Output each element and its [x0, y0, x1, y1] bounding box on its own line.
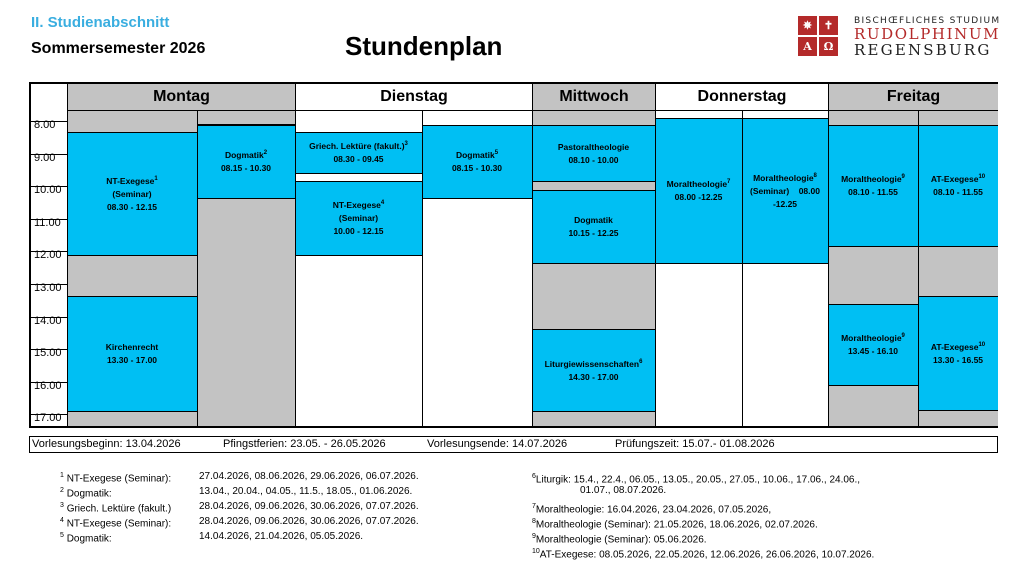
course-pastoraltheologie-mittwoch[interactable]	[532, 125, 655, 182]
column-line	[532, 84, 533, 426]
course-name: Moraltheologie	[841, 174, 902, 184]
course-name: Dogmatik	[455, 150, 495, 160]
course-name: Dogmatik	[224, 150, 264, 160]
footnote-6: $^6$Liturgik: 15.4., 22.4., 06.05., 13.05., 20.05., 27.05., 10.06., 17.06., 24.06.,	[532, 473, 861, 486]
course-at-exegese-freitag-2[interactable]	[918, 296, 998, 411]
whitsun-holidays: Pfingstferien: 23.05. - 26.05.2026	[223, 438, 386, 450]
course-nt-exegese-seminar-montag[interactable]	[67, 132, 197, 256]
footnote-ref: 9	[901, 174, 905, 181]
course-name: Moraltheologie	[841, 333, 902, 343]
course-time: 08.10 - 11.55	[933, 187, 983, 197]
column-line	[422, 111, 423, 426]
time-label: 12.00	[34, 249, 62, 261]
footnote-1: $^1$ NT-Exegese (Seminar):	[60, 472, 172, 485]
footnote-ref: 4	[380, 200, 385, 207]
course-time: 10.00 - 12.15	[333, 226, 384, 236]
course-name: Griech. Lektüre (fakult.)	[309, 141, 405, 151]
footnote-ref: 3	[404, 141, 408, 148]
footnote-2: $^2$ Dogmatik:	[60, 487, 112, 500]
timetable	[29, 82, 998, 428]
course-extra: (Seminar)	[750, 185, 790, 196]
day-header-donnerstag: Donnerstag	[655, 84, 828, 111]
time-label: 15.00	[34, 347, 62, 359]
course-liturgiewissenschaften-mittwoch[interactable]	[532, 329, 655, 412]
course-name: Dogmatik	[574, 215, 613, 225]
page-title: Stundenplan	[345, 31, 503, 61]
course-time: 08.10 - 10.00	[568, 154, 619, 165]
time-label: 17.00	[34, 412, 62, 424]
course-name: NT-Exegese	[332, 200, 381, 210]
course-name: AT-Exegese	[930, 174, 979, 184]
footnote-8: $^8$Moraltheologie (Seminar): 21.05.2026, 18.06.2026, 02.07.2026.	[532, 518, 818, 531]
column-line	[67, 84, 68, 426]
footnote-6-cont: 01.07., 08.07.2026.	[580, 485, 667, 496]
course-moraltheologie-freitag-1[interactable]	[828, 125, 918, 247]
course-dogmatik-dienstag[interactable]	[422, 125, 532, 199]
course-time: 08.00 -12.25	[674, 192, 723, 202]
footnote-10: $^{10}$AT-Exegese: 08.05.2026, 22.05.2026, 12.06.2026, 26.06.2026, 10.07.2026.	[532, 548, 875, 561]
course-name: Moraltheologie	[753, 172, 814, 183]
course-time: 08.30 - 12.15	[106, 201, 158, 212]
course-name: NT-Exegese	[106, 175, 155, 186]
logo-line-3: REGENSBURG	[854, 41, 992, 59]
logo-line-1: BISCHŒFLICHES STUDIUM	[854, 16, 1001, 26]
subtitle: II. Studienabschnitt	[31, 14, 170, 31]
course-nt-exegese-seminar-dienstag[interactable]	[295, 181, 422, 256]
footnote-5: $^5$ Dogmatik:	[60, 532, 112, 545]
course-name: Kirchenrecht	[105, 342, 159, 352]
footnote-3: $^3$ Griech. Lektüre (fakult.)	[60, 502, 172, 515]
footnote-1-dates: 27.04.2026, 08.06.2026, 29.06.2026, 06.07.2026.	[199, 471, 419, 482]
course-time: 08.15 - 10.30	[451, 163, 503, 173]
course-moraltheologie-donnerstag[interactable]	[655, 118, 742, 264]
footnote-4: $^4$ NT-Exegese (Seminar):	[60, 517, 172, 530]
column-line	[655, 84, 656, 426]
footnote-ref: 10	[978, 174, 986, 181]
lecture-end: Vorlesungsende: 14.07.2026	[427, 438, 568, 450]
footnote-3-dates: 28.04.2026, 09.06.2026, 30.06.2026, 07.07.2026.	[199, 501, 419, 512]
time-label: 8.00	[34, 119, 56, 131]
footnote-4-dates: 28.04.2026, 09.06.2026, 30.06.2026, 07.07.2026.	[199, 516, 419, 527]
course-time: 13.30 - 17.00	[106, 355, 158, 365]
footnote-2-dates: 13.04., 20.04., 04.05., 11.5., 18.05., 01.06.2026.	[199, 486, 413, 497]
course-name: Pastoraltheologie	[557, 141, 630, 152]
course-griech-lektuere-dienstag[interactable]	[295, 132, 422, 174]
free-slot	[295, 111, 532, 125]
logo-line-2: RUDOLPHINUM	[854, 25, 1001, 43]
column-line	[918, 111, 919, 426]
course-extra: (Seminar)	[338, 213, 379, 223]
course-extra: (Seminar)	[112, 188, 152, 199]
footnote-ref: 10	[978, 341, 986, 348]
column-line	[828, 84, 829, 426]
course-name: Moraltheologie	[666, 179, 728, 189]
footnote-7: $^7$Moraltheologie: 16.04.2026, 23.04.2026, 07.05.2026,	[532, 503, 772, 516]
footnote-ref: 7	[727, 179, 731, 186]
footnote-ref: 6	[639, 358, 643, 365]
course-moraltheologie-seminar-donnerstag[interactable]	[742, 118, 828, 264]
course-name: Liturgiewissenschaften	[544, 358, 640, 369]
time-label: 13.00	[34, 282, 62, 294]
course-dogmatik-montag[interactable]	[197, 125, 295, 199]
course-name: AT-Exegese	[930, 341, 979, 352]
footnote-ref: 9	[901, 333, 905, 340]
footnote-ref: 5	[494, 150, 499, 157]
course-time: 08.15 - 10.30	[220, 163, 272, 173]
time-label: 14.00	[34, 315, 62, 327]
time-label: 9.00	[34, 152, 56, 164]
time-label: 11.00	[34, 217, 61, 229]
day-header-freitag: Freitag	[828, 84, 998, 111]
column-line	[197, 111, 198, 426]
course-time-end: -12.25	[772, 198, 798, 209]
course-dogmatik-mittwoch[interactable]	[532, 190, 655, 264]
course-time: 08.10 - 11.55	[848, 187, 898, 197]
alpha-icon: A	[798, 37, 817, 56]
course-time-start: 08.00	[798, 185, 820, 196]
course-kirchenrecht-montag[interactable]	[67, 296, 197, 412]
day-header-dienstag: Dienstag	[295, 84, 532, 111]
cross-icon: ✝	[819, 16, 838, 35]
omega-icon: Ω	[819, 37, 838, 56]
footnote-9: $^9$Moraltheologie (Seminar): 05.06.2026.	[532, 533, 707, 546]
footnote-ref: 2	[263, 150, 268, 157]
course-at-exegese-freitag-1[interactable]	[918, 125, 998, 247]
footnote-ref: 8	[813, 172, 817, 179]
course-time: 13.30 - 16.55	[932, 354, 984, 365]
semester-info-bar	[29, 436, 998, 453]
day-header-mittwoch: Mittwoch	[532, 84, 655, 111]
institution-logo	[798, 15, 1003, 57]
lecture-start: Vorlesungsbeginn: 13.04.2026	[32, 438, 181, 450]
footnote-ref: 1	[154, 175, 158, 182]
semester-label: Sommersemester 2026	[31, 40, 206, 57]
footnote-5-dates: 14.04.2026, 21.04.2026, 05.05.2026.	[199, 531, 364, 542]
course-time: 14.30 - 17.00	[568, 371, 619, 382]
star-icon: ✵	[798, 16, 817, 35]
time-label: 16.00	[34, 380, 62, 392]
day-header-montag: Montag	[67, 84, 295, 111]
course-time: 10.15 - 12.25	[568, 228, 619, 238]
exam-period: Prüfungszeit: 15.07.- 01.08.2026	[615, 438, 775, 450]
course-moraltheologie-freitag-2[interactable]	[828, 304, 918, 386]
time-label: 10.00	[34, 184, 62, 196]
column-line	[742, 111, 743, 426]
column-line	[295, 84, 296, 426]
course-time: 08.30 - 09.45	[333, 154, 384, 164]
course-time: 13.45 - 16.10	[847, 346, 899, 356]
